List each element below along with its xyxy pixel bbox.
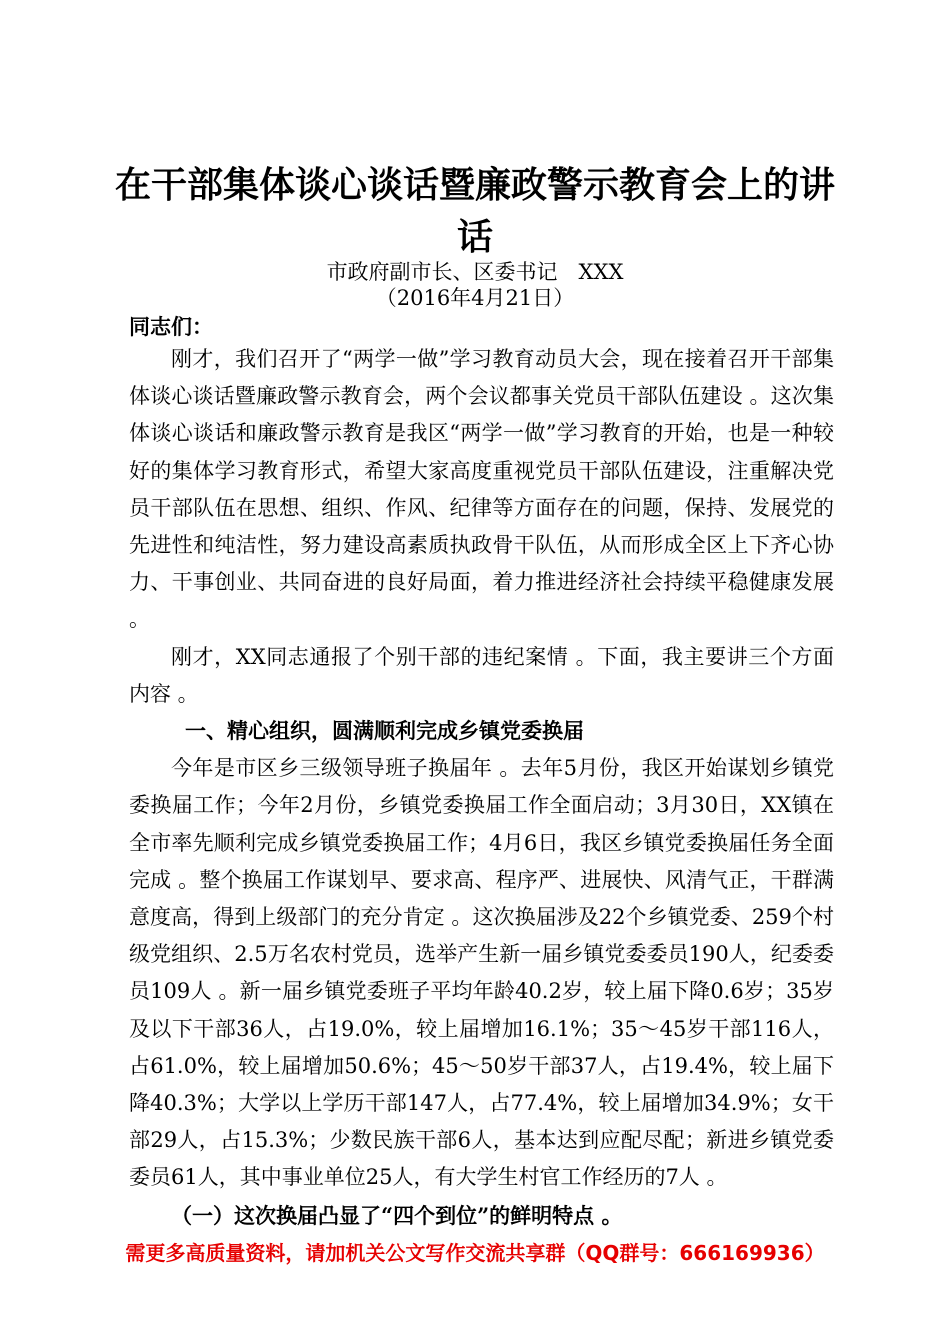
speech-date: （2016年4月21日） (375, 286, 575, 310)
section-heading-1: 一、精心组织，圆满顺利完成乡镇党委换届 (185, 719, 584, 744)
section-1-paragraph: 今年是市区乡三级领导班子换届年 。去年5月份，我区开始谋划乡镇党委换届工作；今年2月份，乡镇党委换届工作全面启动；3月30日，XX镇在全市率先顺利完成乡镇党委换届工作；4月6日，我区乡镇党委换届任务全面完成 。整个换届工作谋划早、要求高、程序严、进展快、风清气正，干群满意度高，得到上级部门的充分肯定 。这次换届涉及22个乡镇党委、259个村级党组织、2.5万名农村党员，选举产生新一届乡镇党委委员190人，纪委委员109人 。新一届乡镇党委班子平均年龄40.2岁，较上届下降0.6岁；35岁及以下干部36人，占19.0%，较上届增加16.1%；35～45岁干部116人，占61.0%，较上届增加50.6%；45～50岁干部37人，占19.4%，较上届下降40.3%；大学以上学历干部147人，占77.4%，较上届增加34.9%；女干部29人，占15.3%；少数民族干部6人，基本达到应配尽配；新进乡镇党委委员61人，其中事业单位25人，有大学生村官工作经历的7人 。 (129, 756, 834, 1190)
intro-paragraph-2: 刚才，XX同志通报了个别干部的违纪案情 。下面，我主要讲三个方面内容 。 (129, 644, 834, 706)
document-title-line-2: 话 (456, 217, 493, 258)
speaker-byline: 市政府副市长、区委书记 XXX (326, 260, 624, 284)
salutation: 同志们： (129, 314, 213, 339)
promo-footer-note: 需更多高质量资料，请加机关公文写作交流共享群（QQ群号：666169936） (125, 1241, 825, 1265)
subsection-heading-1: （一）这次换届凸显了“四个到位”的鲜明特点 。 (171, 1202, 623, 1228)
document-body (129, 341, 834, 1234)
document-title-line-1: 在干部集体谈心谈话暨廉政警示教育会上的讲 (114, 165, 835, 206)
intro-paragraph-1: 刚才，我们召开了“两学一做”学习教育动员大会，现在接着召开干部集体谈心谈话暨廉政警示教育会，两个会议都事关党员干部队伍建设 。这次集体谈心谈话和廉政警示教育是我区“两学一做”学习教育的开始，也是一种较好的集体学习教育形式，希望大家高度重视党员干部队伍建设，注重解决党员干部队伍在思想、组织、作风、纪律等方面存在的问题，保持、发展党的先进性和纯洁性，努力建设高素质执政骨干队伍，从而形成全区上下齐心协力、干事创业、共同奋进的良好局面，着力推进经济社会持续平稳健康发展 。 (129, 347, 834, 632)
